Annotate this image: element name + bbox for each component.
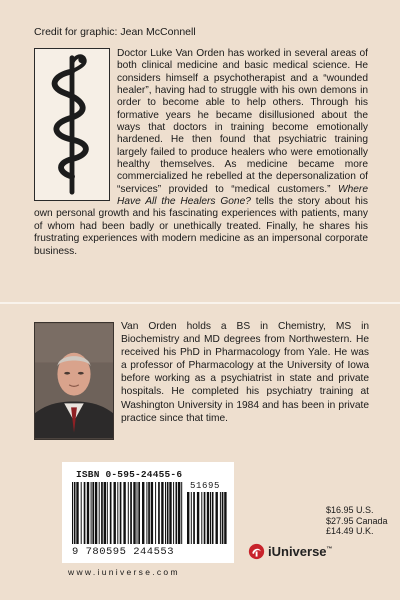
description-part-1: Doctor Luke Van Orden has worked in several areas of both clinical medicine and basic medical science. He considers himself a psychotherapist and a “wounded healer”, having had to struggle with his own demons in order to become able to help others. Through his formative years he became disillusioned about the ways that doctors in training become emotionally hardened. He then found that psychiatric training largely failed to produce healers who were emotionally healthy themselves. As medicine became more commercialized he rebelled at the depersonalization of “services” provided to “medical customers.”	[117, 48, 368, 195]
barcode-bar	[84, 482, 86, 544]
publisher-logo	[248, 543, 333, 560]
barcode-bar	[167, 482, 169, 544]
description-part-2: tells the story about his own personal growth and his fascinating experiences with patients, many of whom had been badly or unethically treated. Finally, he shares his frustrating experiences with modern medicine as an impersonal corporate business.	[34, 196, 368, 257]
barcode-bar	[158, 482, 160, 544]
barcode-bar	[216, 492, 218, 544]
barcode-bar	[155, 482, 156, 544]
barcode-bar	[110, 482, 112, 544]
barcode-bar	[212, 492, 214, 544]
barcode-bar	[99, 482, 100, 544]
barcode-bar	[169, 482, 171, 544]
publisher-website: www.iuniverse.com	[68, 567, 180, 577]
barcode-bar	[114, 482, 116, 544]
barcode-bar	[76, 482, 78, 544]
barcode-bar	[176, 482, 178, 544]
author-bio: Van Orden holds a BS in Chemistry, MS in Biochemistry and MD degrees from Northwestern. He received his PhD in Pharmacology from Yale. He was a professor of Pharmacology at the University of Iowa before working as a psychiatrist in state and private hospitals. He completed his psychiatry training at Washington University in 1984 and has been in private practice since that time.	[121, 321, 369, 424]
barcode-bar	[128, 482, 129, 544]
barcode-bar	[120, 482, 122, 544]
barcode-bar	[91, 482, 92, 544]
barcode-bar	[74, 482, 76, 544]
barcode-bar	[117, 482, 118, 544]
barcode-bar	[201, 492, 202, 544]
barcode-bar	[191, 492, 192, 544]
barcode-bar	[95, 482, 97, 544]
addon-bars	[187, 492, 227, 544]
barcode-bar	[173, 482, 174, 544]
barcode-bar	[137, 482, 138, 544]
barcode-bar	[220, 492, 221, 544]
barcode-bar	[210, 492, 211, 544]
barcode-bar	[187, 492, 189, 544]
book-title: Where Have All the Healers Gone?	[117, 183, 368, 208]
barcode-bar	[178, 482, 180, 544]
ean-digits: 9 780595 244553	[72, 546, 175, 558]
ean-bars	[72, 482, 184, 544]
graphic-credit: Credit for graphic: Jean McConnell	[34, 26, 196, 38]
price-list	[326, 505, 388, 537]
price-uk: £14.49 U.K.	[326, 526, 374, 536]
barcode-bar	[193, 492, 195, 544]
barcode-bar	[92, 482, 94, 544]
barcode-bar	[204, 492, 206, 544]
barcode-bar	[207, 492, 209, 544]
barcode-bar	[222, 492, 224, 544]
barcode-bar	[161, 482, 163, 544]
barcode-bar	[146, 482, 147, 544]
publisher-name: iUniverse™	[268, 544, 333, 559]
book-description	[34, 48, 368, 258]
isbn-label: ISBN 0-595-24455-6	[76, 469, 183, 480]
barcode-bar	[107, 482, 108, 544]
barcode-bar	[101, 482, 103, 544]
author-photo	[34, 322, 114, 440]
barcode-bar	[224, 492, 226, 544]
addon-code: 51695	[189, 481, 220, 491]
barcode-bar	[181, 482, 182, 544]
barcode-bar	[138, 482, 140, 544]
price-canada: $27.95 Canada	[326, 515, 388, 526]
barcode-bar	[151, 482, 153, 544]
iuniverse-swirl-logo-icon	[248, 543, 265, 560]
barcode-bar	[104, 482, 106, 544]
isbn-barcode	[62, 462, 234, 563]
barcode-bar	[123, 482, 125, 544]
barcode-bar	[87, 482, 89, 544]
barcode-bar	[133, 482, 135, 544]
barcode-bar	[142, 482, 144, 544]
barcode-bar	[81, 482, 82, 544]
barcode-bar	[148, 482, 150, 544]
price-us: $16.95 U.S.	[326, 505, 374, 515]
barcode-bar	[165, 482, 166, 544]
barcode-bar	[72, 482, 73, 544]
barcode-bar	[197, 492, 199, 544]
barcode-bar	[130, 482, 132, 544]
